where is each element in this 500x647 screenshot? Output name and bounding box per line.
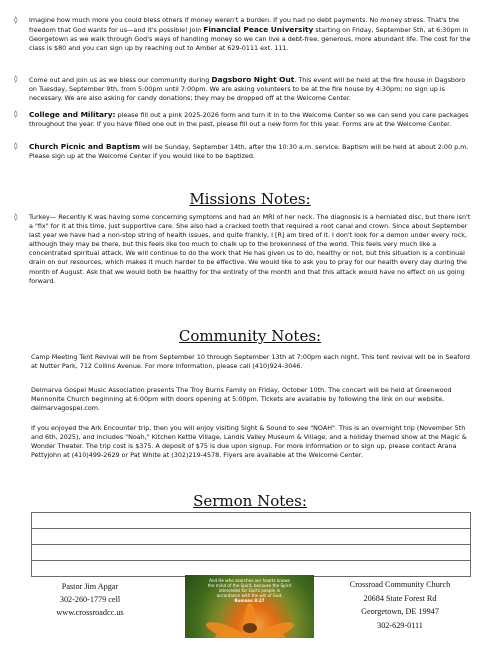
announcement-dagsboro-night-out (14, 75, 474, 103)
announcement-college-military (14, 110, 474, 129)
bullet-icon: ◊ (14, 75, 18, 83)
community-title: Community Notes: (178, 327, 322, 345)
pastor-contact (30, 580, 150, 619)
sermon-note-line[interactable] (31, 544, 471, 560)
announcement-segment: will be Sunday, September 14th, after the 10:30 a.m. service. Baptism will be held at about 2:00 p.m. Please sign up at the Welcome Center if you would like to be baptized. (29, 143, 469, 161)
verse-reference: Romans 8:27 (234, 598, 265, 603)
announcement-financial-peace (14, 16, 474, 53)
announcement-text (29, 142, 474, 161)
missions-text: Turkey— Recently K was having some concerning symptoms and had an MRI of her neck. The diagnosis is a herniated disc, but there isn't a "fix" for it at this time, just supportive care. She also had a cracked tooth that required a root canal and crown. Since about September last year we have had a non-stop string of health issues, and quite frankly, I [R] am tired of it. I don't look for a demon under every rock, although they may be there, but this feels like too much to chalk up to the brokenness of the world. This feels very much like a concentrated spiritual attack. We will continue to do the work that He has given us to do, healthy or not, but this situation is a continual drain on our resources, which makes it much harder to be effective. We would like to ask you to pray for our health every day during the month of August. Ask that we would both be healthy for the entirety of the month and that this attack would have no effect on us going forward. (29, 213, 471, 285)
announcement-segment: Come out and join us as we bless our community during (29, 76, 212, 84)
announcement-text (29, 75, 474, 103)
announcement-highlight: College and Military: (29, 110, 116, 119)
pastor-phone: 302-260-1779 cell (59, 595, 121, 604)
announcement-text (29, 110, 474, 129)
church-name: Crossroad Community Church (349, 580, 451, 589)
church-phone: 302-629-0111 (377, 620, 423, 630)
sermon-note-line[interactable] (31, 528, 471, 544)
church-city: Georgetown, DE 19947 (361, 607, 439, 616)
bullet-icon: ◊ (14, 213, 18, 221)
announcement-segment: Imagine how much more you could bless others if money weren't a burden. If you had no debt payments. No money stress. That's the freedom that God wants for us—and it's possible! Join (29, 16, 460, 35)
church-website-link[interactable]: www.crossroadcc.us (56, 608, 124, 617)
bullet-icon: ◊ (14, 110, 18, 118)
announcement-picnic-baptism (14, 142, 474, 161)
pastor-name: Pastor Jim Apgar (61, 582, 119, 591)
announcement-highlight: Dagsboro Night Out (211, 75, 295, 84)
community-paragraph-gospel-music: Delmarva Gospel Music Association presents The Troy Burns Family on Friday, October 10th. The concert will be held at Greenwood Mennonite Church beginning at 6:00pm with doors opening at 5:00pm. Tickets are available by following the link on our website, delmarvagospel.com. (31, 386, 452, 413)
announcement-highlight: Financial Peace University (203, 25, 314, 35)
community-paragraph-revival: Camp Meeting Tent Revival will be from September 10 through September 13th at 7:00pm each night. This tent revival will be in Seaford at Nutter Park, 712 Collins Avenue. For more information, please call (410)924-3046. (31, 353, 470, 371)
announcement-segment: . This event will be held at the fire house in Dagsboro on Tuesday, September 9th, from 5:00pm until 7:00pm. We are asking volunteers to be at the fire house by 4:30pm; no sign up is necessary. We are also asking for candy donations; they may be dropped off at the Welcome Center. (29, 76, 466, 103)
community-paragraph-noah-trip: If you enjoyed the Ark Encounter trip, then you will enjoy visiting Sight & Sound to see "NOAH". This is an overnight trip (November 5th and 6th, 2025), and includes "Noah," Kitchen Kettle Village, Landis Valley Museum & Village, and a holiday themed show at the Magic & Wonder Theater. The trip cost is $375. A deposit of $75 is due upon signup. For more information or to sign up, please contact Arana Pettyjohn at (410)499-2629 or Pat White at (302)219-4578. Flyers are available at the Welcome Center. (31, 424, 467, 460)
church-street: 20684 State Forest Rd (363, 593, 437, 603)
missions-item (14, 213, 474, 286)
sermon-note-line[interactable] (31, 512, 471, 528)
sermon-notes-lines (31, 512, 471, 577)
announcement-text (29, 16, 474, 53)
announcement-highlight: Church Picnic and Baptism (29, 142, 141, 151)
bullet-icon: ◊ (14, 142, 18, 150)
church-contact (330, 578, 470, 632)
flower-center (243, 623, 257, 633)
verse-image (185, 575, 314, 638)
announcement-segment: starting on Friday, September 5th, at 6:30pm in Georgetown as we walk through God's ways of handling money so we can live a debt-free, generous, more abundant life. The cost for the class is $80 and you can sign up by reaching out to Amber at 629-0111 ext. 111. (29, 26, 471, 53)
missions-title: Missions Notes: (189, 190, 311, 208)
sermon-title: Sermon Notes: (193, 492, 307, 510)
announcement-segment: please fill out a pink 2025-2026 form and turn it in to the Welcome Center so we can send you care packages throughout the year. If you have filled one out in the past, please fill out a new form for this year. Forms are at the Welcome Center. (29, 111, 469, 129)
verse-text: And He who searches our hearts knows the mind of the Spirit, because the Spirit intercedes for God's people in accordance with the will of God. Romans 8:27 (207, 578, 292, 603)
bullet-icon: ◊ (14, 16, 18, 24)
